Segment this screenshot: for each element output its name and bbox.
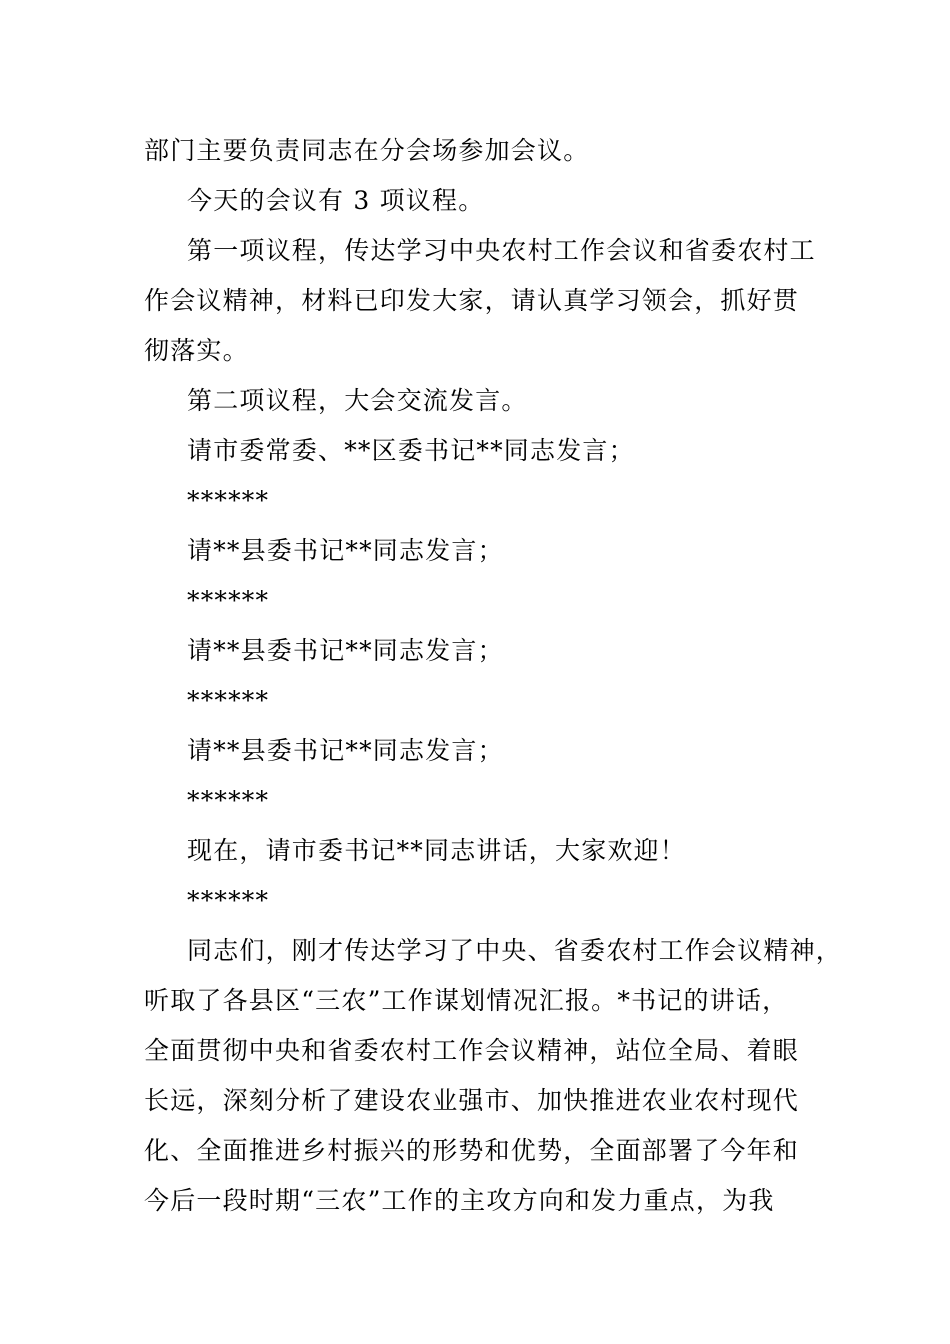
text-line: ****** (187, 886, 270, 915)
text-line: 现在，请市委书记**同志讲话，大家欢迎！ (187, 836, 687, 865)
text-line: 听取了各县区“三农”工作谋划情况汇报。*书记的讲话， (144, 986, 789, 1015)
text-line: ****** (187, 586, 270, 615)
text-line: ****** (187, 486, 270, 515)
text-line: ****** (187, 786, 270, 815)
text-line: 全面贯彻中央和省委农村工作会议精神，站位全局、着眼 (144, 1036, 800, 1065)
text-line: 第二项议程，大会交流发言。 (187, 386, 528, 415)
text-line: 请**县委书记**同志发言； (187, 636, 504, 665)
text-line: 同志们，刚才传达学习了中央、省委农村工作会议精神， (187, 936, 843, 965)
text-line: 作会议精神，材料已印发大家，请认真学习领会，抓好贯 (144, 286, 800, 315)
text-line: 请市委常委、**区委书记**同志发言； (187, 436, 635, 465)
text-line: 部门主要负责同志在分会场参加会议。 (144, 136, 590, 165)
text-line: 彻落实。 (144, 336, 249, 365)
text-line: 请**县委书记**同志发言； (187, 736, 504, 765)
text-line: 今天的会议有 3 项议程。 (187, 186, 485, 215)
text-line: 请**县委书记**同志发言； (187, 536, 504, 565)
text-line: 长远，深刻分析了建设农业强市、加快推进农业农村现代 (144, 1086, 800, 1115)
text-line: 今后一段时期“三农”工作的主攻方向和发力重点，为我 (144, 1186, 775, 1215)
text-line: 化、全面推进乡村振兴的形势和优势，全面部署了今年和 (144, 1136, 800, 1165)
text-line: 第一项议程，传达学习中央农村工作会议和省委农村工 (187, 236, 816, 265)
text-line: ****** (187, 686, 270, 715)
